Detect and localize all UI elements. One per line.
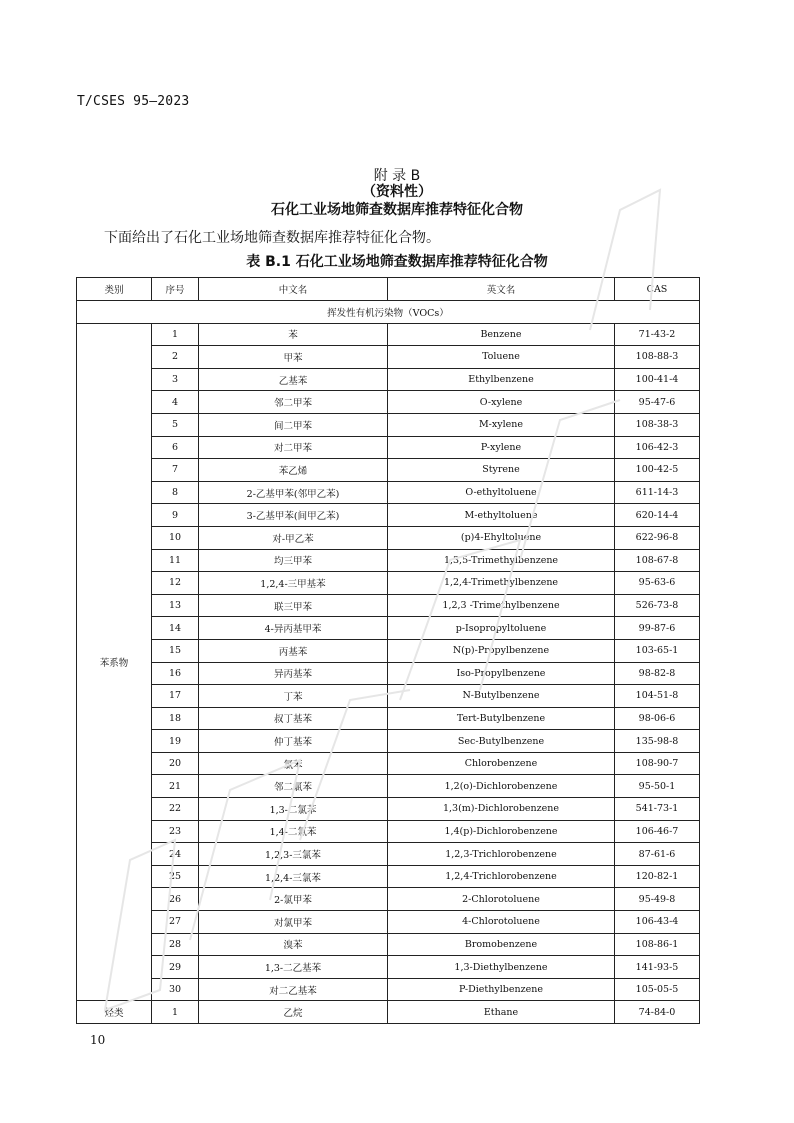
table-row: [77, 798, 700, 821]
cas-cell: 106-43-4: [615, 911, 700, 934]
en-name-cell: O-xylene: [388, 391, 615, 414]
en-name-cell: P-Diethylbenzene: [388, 978, 615, 1001]
table-row: [77, 504, 700, 527]
cn-name-cell: 乙烷: [199, 1001, 388, 1024]
cas-cell: 541-73-1: [615, 798, 700, 821]
cn-name-cell: 对-甲乙苯: [199, 526, 388, 549]
no-cell: 7: [152, 459, 199, 482]
cas-cell: 95-49-8: [615, 888, 700, 911]
appendix-label: 附 录 B: [373, 168, 421, 184]
no-cell: 20: [152, 752, 199, 775]
en-name-cell: Styrene: [388, 459, 615, 482]
cn-name-cell: 苯乙烯: [199, 459, 388, 482]
appendix-title: 石化工业场地筛查数据库推荐特征化合物: [271, 202, 523, 218]
table-row: [77, 662, 700, 685]
table-row: [77, 436, 700, 459]
table-row: [77, 617, 700, 640]
cas-cell: 135-98-8: [615, 730, 700, 753]
table-row: [77, 346, 700, 369]
no-cell: 19: [152, 730, 199, 753]
table-row: [77, 775, 700, 798]
en-name-cell: 2-Chlorotoluene: [388, 888, 615, 911]
cn-name-cell: 3-乙基甲苯(间甲乙苯): [199, 504, 388, 527]
no-cell: 3: [152, 368, 199, 391]
category-cell: 苯系物: [77, 323, 152, 1001]
no-cell: 22: [152, 798, 199, 821]
cas-cell: 108-38-3: [615, 413, 700, 436]
no-cell: 17: [152, 685, 199, 708]
cn-name-cell: 苯: [199, 323, 388, 346]
no-cell: 1: [152, 1001, 199, 1024]
en-name-cell: P-xylene: [388, 436, 615, 459]
cas-cell: 98-06-6: [615, 707, 700, 730]
table-header-row: [77, 278, 700, 301]
table-row: [77, 707, 700, 730]
cn-name-cell: 叔丁基苯: [199, 707, 388, 730]
cas-cell: 99-87-6: [615, 617, 700, 640]
en-name-cell: N-Butylbenzene: [388, 685, 615, 708]
no-cell: 8: [152, 481, 199, 504]
table-row: [77, 888, 700, 911]
cas-cell: 108-88-3: [615, 346, 700, 369]
cn-name-cell: 异丙基苯: [199, 662, 388, 685]
cn-name-cell: 1,3-二氯苯: [199, 798, 388, 821]
en-name-cell: 1,3,5-Trimethylbenzene: [388, 549, 615, 572]
no-cell: 21: [152, 775, 199, 798]
table-row: [77, 391, 700, 414]
table-row: [77, 323, 700, 346]
no-cell: 26: [152, 888, 199, 911]
no-cell: 9: [152, 504, 199, 527]
en-name-cell: Iso-Propylbenzene: [388, 662, 615, 685]
cn-name-cell: 丙基苯: [199, 639, 388, 662]
intro-paragraph: 下面给出了石化工业场地筛查数据库推荐特征化合物。: [104, 230, 440, 246]
cas-cell: 108-67-8: [615, 549, 700, 572]
table-row: [77, 978, 700, 1001]
cn-name-cell: 1,4-二氯苯: [199, 820, 388, 843]
no-cell: 5: [152, 413, 199, 436]
cn-name-cell: 邻二甲苯: [199, 391, 388, 414]
cn-name-cell: 1,2,3-三氯苯: [199, 843, 388, 866]
no-cell: 14: [152, 617, 199, 640]
no-cell: 13: [152, 594, 199, 617]
cn-name-cell: 间二甲苯: [199, 413, 388, 436]
table-row: [77, 1001, 700, 1024]
cn-name-cell: 丁苯: [199, 685, 388, 708]
cn-name-cell: 氯苯: [199, 752, 388, 775]
no-cell: 12: [152, 572, 199, 595]
en-name-cell: N(p)-Propylbenzene: [388, 639, 615, 662]
header-no: 序号: [152, 278, 199, 301]
cas-cell: 611-14-3: [615, 481, 700, 504]
standard-code: T/CSES 95—2023: [77, 94, 190, 109]
cas-cell: 100-42-5: [615, 459, 700, 482]
no-cell: 6: [152, 436, 199, 459]
en-name-cell: 1,3(m)-Dichlorobenzene: [388, 798, 615, 821]
cas-cell: 120-82-1: [615, 865, 700, 888]
cas-cell: 106-46-7: [615, 820, 700, 843]
en-name-cell: Benzene: [388, 323, 615, 346]
no-cell: 25: [152, 865, 199, 888]
compounds-table: [76, 277, 700, 1024]
cas-cell: 74-84-0: [615, 1001, 700, 1024]
no-cell: 18: [152, 707, 199, 730]
table-row: [77, 572, 700, 595]
cas-cell: 108-90-7: [615, 752, 700, 775]
en-name-cell: 1,2,4-Trimethylbenzene: [388, 572, 615, 595]
cas-cell: 106-42-3: [615, 436, 700, 459]
table-row: [77, 526, 700, 549]
header-cas: CAS: [615, 278, 700, 301]
table-row: [77, 549, 700, 572]
cas-cell: 87-61-6: [615, 843, 700, 866]
en-name-cell: Ethane: [388, 1001, 615, 1024]
header-cn-name: 中文名: [199, 278, 388, 301]
no-cell: 4: [152, 391, 199, 414]
cas-cell: 141-93-5: [615, 956, 700, 979]
category-cell: 烃类: [77, 1001, 152, 1024]
cas-cell: 95-50-1: [615, 775, 700, 798]
en-name-cell: Ethylbenzene: [388, 368, 615, 391]
header-en-name: 英文名: [388, 278, 615, 301]
en-name-cell: M-ethyltoluene: [388, 504, 615, 527]
table-row: [77, 865, 700, 888]
en-name-cell: 1,2,4-Trichlorobenzene: [388, 865, 615, 888]
table-caption: 表 B.1 石化工业场地筛查数据库推荐特征化合物: [246, 254, 548, 270]
cn-name-cell: 仲丁基苯: [199, 730, 388, 753]
cas-cell: 95-63-6: [615, 572, 700, 595]
en-name-cell: M-xylene: [388, 413, 615, 436]
cn-name-cell: 1,3-二乙基苯: [199, 956, 388, 979]
en-name-cell: (p)4-Ehyltoluene: [388, 526, 615, 549]
no-cell: 28: [152, 933, 199, 956]
cn-name-cell: 均三甲苯: [199, 549, 388, 572]
cas-cell: 103-65-1: [615, 639, 700, 662]
en-name-cell: Sec-Butylbenzene: [388, 730, 615, 753]
cn-name-cell: 溴苯: [199, 933, 388, 956]
no-cell: 30: [152, 978, 199, 1001]
table-row: [77, 368, 700, 391]
cn-name-cell: 对氯甲苯: [199, 911, 388, 934]
no-cell: 24: [152, 843, 199, 866]
section-row: [77, 301, 700, 324]
table-row: [77, 413, 700, 436]
cas-cell: 622-96-8: [615, 526, 700, 549]
cn-name-cell: 对二乙基苯: [199, 978, 388, 1001]
no-cell: 1: [152, 323, 199, 346]
table-row: [77, 730, 700, 753]
no-cell: 10: [152, 526, 199, 549]
table-row: [77, 843, 700, 866]
cas-cell: 104-51-8: [615, 685, 700, 708]
cas-cell: 98-82-8: [615, 662, 700, 685]
page-number: 10: [90, 1033, 106, 1047]
en-name-cell: Chlorobenzene: [388, 752, 615, 775]
no-cell: 15: [152, 639, 199, 662]
cas-cell: 100-41-4: [615, 368, 700, 391]
en-name-cell: Toluene: [388, 346, 615, 369]
en-name-cell: 1,2,3 -Trimethylbenzene: [388, 594, 615, 617]
table-row: [77, 820, 700, 843]
table-row: [77, 639, 700, 662]
table-row: [77, 594, 700, 617]
cn-name-cell: 联三甲苯: [199, 594, 388, 617]
en-name-cell: Bromobenzene: [388, 933, 615, 956]
no-cell: 27: [152, 911, 199, 934]
cas-cell: 108-86-1: [615, 933, 700, 956]
cas-cell: 105-05-5: [615, 978, 700, 1001]
table-row: [77, 933, 700, 956]
no-cell: 29: [152, 956, 199, 979]
section-title: 挥发性有机污染物（VOCs）: [77, 301, 700, 324]
en-name-cell: 1,4(p)-Dichlorobenzene: [388, 820, 615, 843]
no-cell: 11: [152, 549, 199, 572]
cas-cell: 71-43-2: [615, 323, 700, 346]
cn-name-cell: 1,2,4-三甲基苯: [199, 572, 388, 595]
table-row: [77, 752, 700, 775]
cn-name-cell: 2-氯甲苯: [199, 888, 388, 911]
cas-cell: 526-73-8: [615, 594, 700, 617]
en-name-cell: 4-Chlorotoluene: [388, 911, 615, 934]
table-row: [77, 956, 700, 979]
table-row: [77, 911, 700, 934]
en-name-cell: p-Isopropyltoluene: [388, 617, 615, 640]
header-category: 类别: [77, 278, 152, 301]
table-row: [77, 481, 700, 504]
cn-name-cell: 邻二氯苯: [199, 775, 388, 798]
en-name-cell: 1,3-Diethylbenzene: [388, 956, 615, 979]
en-name-cell: O-ethyltoluene: [388, 481, 615, 504]
table-row: [77, 685, 700, 708]
no-cell: 2: [152, 346, 199, 369]
appendix-nature: （资料性）: [362, 184, 432, 200]
no-cell: 16: [152, 662, 199, 685]
en-name-cell: 1,2,3-Trichlorobenzene: [388, 843, 615, 866]
cn-name-cell: 乙基苯: [199, 368, 388, 391]
cas-cell: 95-47-6: [615, 391, 700, 414]
table-body: [77, 301, 700, 1024]
cn-name-cell: 甲苯: [199, 346, 388, 369]
cn-name-cell: 对二甲苯: [199, 436, 388, 459]
cas-cell: 620-14-4: [615, 504, 700, 527]
cn-name-cell: 2-乙基甲苯(邻甲乙苯): [199, 481, 388, 504]
cn-name-cell: 4-异丙基甲苯: [199, 617, 388, 640]
en-name-cell: 1,2(o)-Dichlorobenzene: [388, 775, 615, 798]
no-cell: 23: [152, 820, 199, 843]
cn-name-cell: 1,2,4-三氯苯: [199, 865, 388, 888]
en-name-cell: Tert-Butylbenzene: [388, 707, 615, 730]
table-row: [77, 459, 700, 482]
